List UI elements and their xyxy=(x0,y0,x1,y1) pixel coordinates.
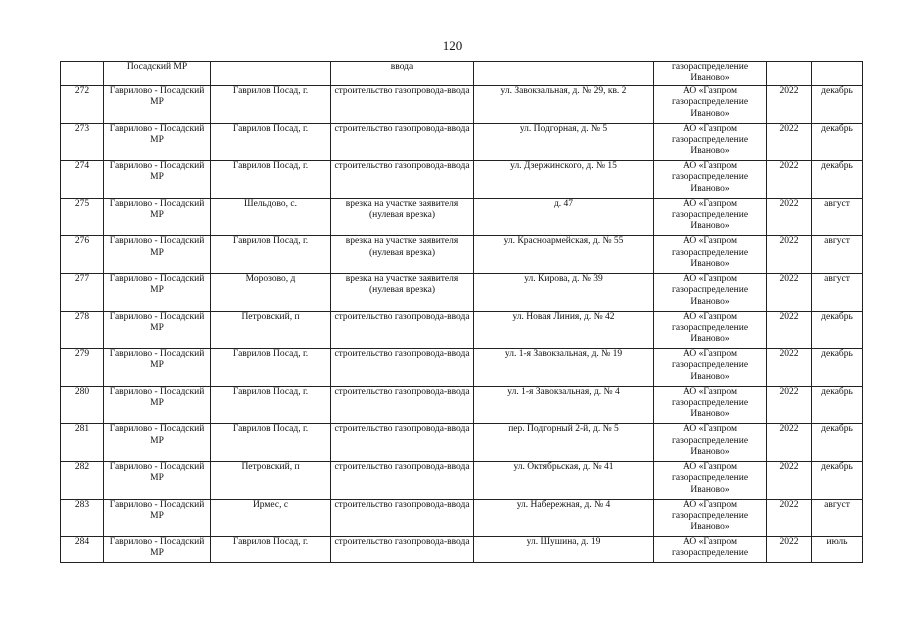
cell-month: декабрь xyxy=(812,349,863,387)
cell-num: 284 xyxy=(61,537,104,563)
cell-month: декабрь xyxy=(812,161,863,199)
cell-work-type: врезка на участке заявителя (нулевая врезка) xyxy=(331,273,474,311)
cell-settlement xyxy=(211,62,331,86)
cell-district: Гаврилово - Посадский МР xyxy=(104,311,211,349)
cell-year: 2022 xyxy=(767,349,812,387)
cell-year xyxy=(767,62,812,86)
cell-organization: АО «Газпром газораспределение Иваново» xyxy=(654,349,767,387)
gas-connection-schedule-table xyxy=(60,61,863,563)
cell-address: ул. Набережная, д. № 4 xyxy=(474,499,654,537)
cell-work-type: врезка на участке заявителя (нулевая врезка) xyxy=(331,236,474,274)
cell-settlement: Петровский, п xyxy=(211,311,331,349)
cell-organization: АО «Газпром газораспределение Иваново» xyxy=(654,236,767,274)
cell-settlement: Гаврилов Посад, г. xyxy=(211,349,331,387)
table-row xyxy=(61,86,863,124)
cell-year: 2022 xyxy=(767,123,812,161)
cell-work-type: строительство газопровода-ввода xyxy=(331,461,474,499)
cell-address: ул. Подгорная, д. № 5 xyxy=(474,123,654,161)
cell-organization: газораспределение Иваново» xyxy=(654,62,767,86)
cell-address: ул. Октябрьская, д. № 41 xyxy=(474,461,654,499)
cell-month: декабрь xyxy=(812,123,863,161)
cell-settlement: Гаврилов Посад, г. xyxy=(211,424,331,462)
cell-year: 2022 xyxy=(767,198,812,236)
cell-district: Гаврилово - Посадский МР xyxy=(104,86,211,124)
cell-year: 2022 xyxy=(767,537,812,563)
cell-year: 2022 xyxy=(767,273,812,311)
cell-settlement: Шельдово, с. xyxy=(211,198,331,236)
cell-district: Гаврилово - Посадский МР xyxy=(104,537,211,563)
cell-district: Гаврилово - Посадский МР xyxy=(104,349,211,387)
cell-settlement: Гаврилов Посад, г. xyxy=(211,537,331,563)
table-row xyxy=(61,123,863,161)
cell-organization: АО «Газпром газораспределение Иваново» xyxy=(654,161,767,199)
cell-district: Гаврилово - Посадский МР xyxy=(104,236,211,274)
cell-district: Гаврилово - Посадский МР xyxy=(104,273,211,311)
cell-work-type: врезка на участке заявителя (нулевая врезка) xyxy=(331,198,474,236)
cell-num: 272 xyxy=(61,86,104,124)
cell-organization: АО «Газпром газораспределение Иваново» xyxy=(654,499,767,537)
table-row xyxy=(61,273,863,311)
cell-district: Гаврилово - Посадский МР xyxy=(104,198,211,236)
cell-work-type: строительство газопровода-ввода xyxy=(331,123,474,161)
cell-address: ул. Новая Линия, д. № 42 xyxy=(474,311,654,349)
cell-work-type: строительство газопровода-ввода xyxy=(331,537,474,563)
cell-settlement: Гаврилов Посад, г. xyxy=(211,86,331,124)
cell-settlement: Морозово, д xyxy=(211,273,331,311)
cell-address: ул. Красноармейская, д. № 55 xyxy=(474,236,654,274)
cell-year: 2022 xyxy=(767,424,812,462)
cell-year: 2022 xyxy=(767,461,812,499)
cell-month: август xyxy=(812,236,863,274)
cell-settlement: Гаврилов Посад, г. xyxy=(211,123,331,161)
cell-address: ул. Завокзальная, д. № 29, кв. 2 xyxy=(474,86,654,124)
cell-district: Гаврилово - Посадский МР xyxy=(104,499,211,537)
cell-organization: АО «Газпром газораспределение Иваново» xyxy=(654,86,767,124)
cell-num: 277 xyxy=(61,273,104,311)
table-row xyxy=(61,386,863,424)
cell-month: декабрь xyxy=(812,86,863,124)
cell-settlement: Гаврилов Посад, г. xyxy=(211,161,331,199)
table-row xyxy=(61,198,863,236)
cell-organization: АО «Газпром газораспределение Иваново» xyxy=(654,424,767,462)
cell-year: 2022 xyxy=(767,161,812,199)
cell-num: 283 xyxy=(61,499,104,537)
cell-month: декабрь xyxy=(812,311,863,349)
cell-num xyxy=(61,62,104,86)
cell-num: 279 xyxy=(61,349,104,387)
cell-address: ул. Шушина, д. 19 xyxy=(474,537,654,563)
cell-organization: АО «Газпром газораспределение Иваново» xyxy=(654,311,767,349)
cell-district: Посадский МР xyxy=(104,62,211,86)
cell-address xyxy=(474,62,654,86)
cell-work-type: строительство газопровода-ввода xyxy=(331,349,474,387)
cell-month: декабрь xyxy=(812,424,863,462)
cell-work-type: ввода xyxy=(331,62,474,86)
cell-year: 2022 xyxy=(767,236,812,274)
cell-num: 282 xyxy=(61,461,104,499)
table-row xyxy=(61,349,863,387)
cell-work-type: строительство газопровода-ввода xyxy=(331,499,474,537)
table-row xyxy=(61,236,863,274)
cell-district: Гаврилово - Посадский МР xyxy=(104,424,211,462)
table-row xyxy=(61,424,863,462)
cell-num: 280 xyxy=(61,386,104,424)
table-row xyxy=(61,499,863,537)
cell-month: декабрь xyxy=(812,461,863,499)
cell-organization: АО «Газпром газораспределение Иваново» xyxy=(654,273,767,311)
cell-address: пер. Подгорный 2-й, д. № 5 xyxy=(474,424,654,462)
table-row xyxy=(61,161,863,199)
cell-settlement: Гаврилов Посад, г. xyxy=(211,236,331,274)
table-row xyxy=(61,461,863,499)
table-row xyxy=(61,311,863,349)
table-row-continued xyxy=(61,62,863,86)
cell-year: 2022 xyxy=(767,86,812,124)
cell-year: 2022 xyxy=(767,311,812,349)
cell-address: ул. Дзержинского, д. № 15 xyxy=(474,161,654,199)
cell-district: Гаврилово - Посадский МР xyxy=(104,386,211,424)
cell-work-type: строительство газопровода-ввода xyxy=(331,311,474,349)
cell-num: 276 xyxy=(61,236,104,274)
cell-work-type: строительство газопровода-ввода xyxy=(331,86,474,124)
cell-month: декабрь xyxy=(812,386,863,424)
cell-year: 2022 xyxy=(767,499,812,537)
cell-month: август xyxy=(812,198,863,236)
cell-settlement: Ирмес, с xyxy=(211,499,331,537)
cell-settlement: Петровский, п xyxy=(211,461,331,499)
cell-organization: АО «Газпром газораспределение xyxy=(654,537,767,563)
page-number: 120 xyxy=(442,38,463,53)
cell-address: ул. 1-я Завокзальная, д. № 4 xyxy=(474,386,654,424)
cell-organization: АО «Газпром газораспределение Иваново» xyxy=(654,386,767,424)
cell-district: Гаврилово - Посадский МР xyxy=(104,461,211,499)
cell-month xyxy=(812,62,863,86)
cell-num: 278 xyxy=(61,311,104,349)
cell-num: 274 xyxy=(61,161,104,199)
cell-address: ул. Кирова, д. № 39 xyxy=(474,273,654,311)
cell-address: д. 47 xyxy=(474,198,654,236)
cell-num: 281 xyxy=(61,424,104,462)
cell-work-type: строительство газопровода-ввода xyxy=(331,161,474,199)
cell-address: ул. 1-я Завокзальная, д. № 19 xyxy=(474,349,654,387)
cell-district: Гаврилово - Посадский МР xyxy=(104,161,211,199)
cell-settlement: Гаврилов Посад, г. xyxy=(211,386,331,424)
cell-num: 275 xyxy=(61,198,104,236)
cell-district: Гаврилово - Посадский МР xyxy=(104,123,211,161)
cell-month: август xyxy=(812,273,863,311)
cell-year: 2022 xyxy=(767,386,812,424)
cell-month: июль xyxy=(812,537,863,563)
cell-work-type: строительство газопровода-ввода xyxy=(331,386,474,424)
cell-organization: АО «Газпром газораспределение Иваново» xyxy=(654,461,767,499)
cell-month: август xyxy=(812,499,863,537)
cell-num: 273 xyxy=(61,123,104,161)
cell-work-type: строительство газопровода-ввода xyxy=(331,424,474,462)
cell-organization: АО «Газпром газораспределение Иваново» xyxy=(654,198,767,236)
cell-organization: АО «Газпром газораспределение Иваново» xyxy=(654,123,767,161)
table-row xyxy=(61,537,863,563)
